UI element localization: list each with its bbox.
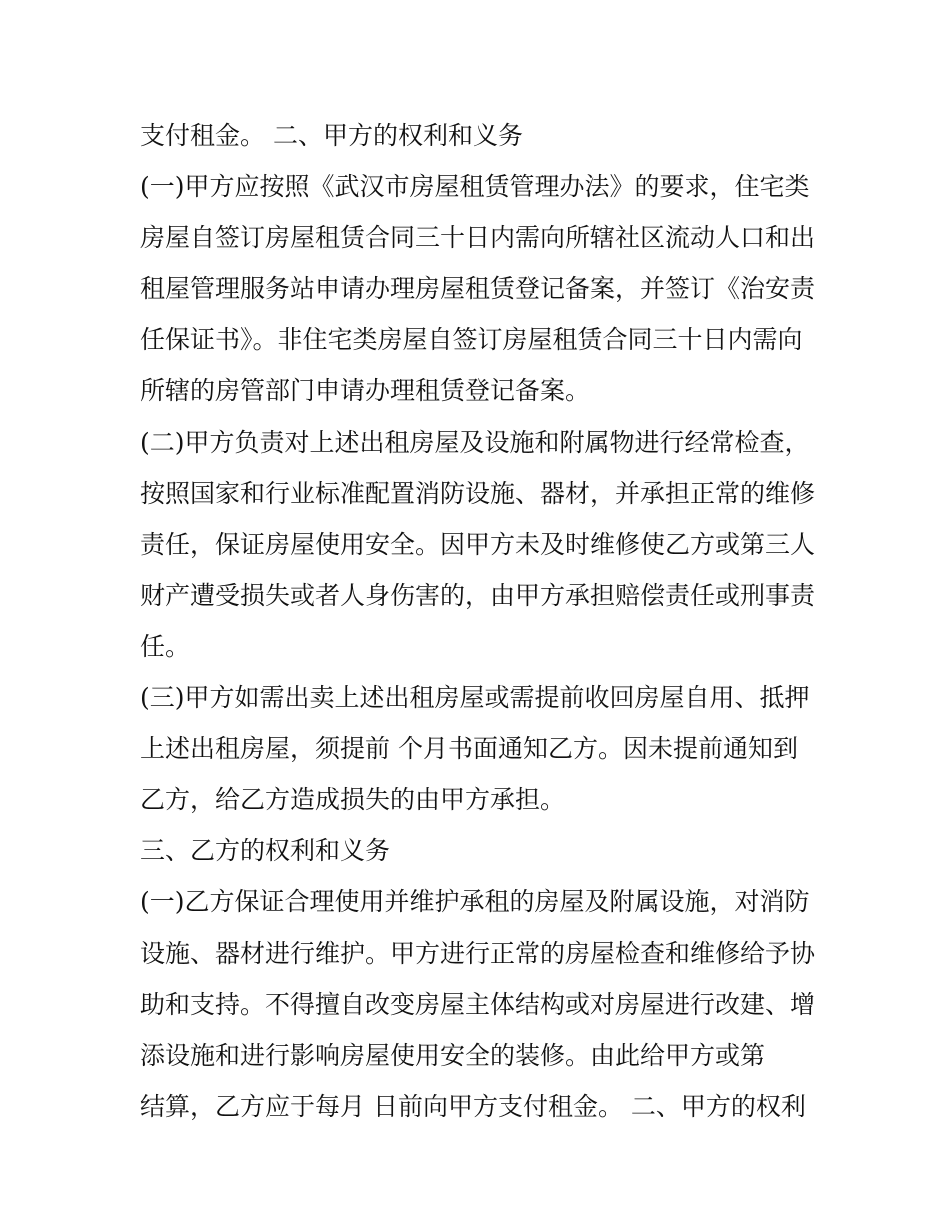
text-line: 助和支持。不得擅自改变房屋主体结构或对房屋进行改建、增 [140,989,816,1019]
text-line: 房屋自签订房屋租赁合同三十日内需向所辖社区流动人口和出 [140,223,816,253]
text-line: 租屋管理服务站申请办理房屋租赁登记备案，并签订《治安责 [140,274,816,304]
text-line: (一)乙方保证合理使用并维护承租的房屋及附属设施，对消防 [140,887,810,917]
text-line: 所辖的房管部门申请办理租赁登记备案。 [140,376,591,406]
text-line: 财产遭受损失或者人身伤害的，由甲方承担赔偿责任或刑事责 [140,580,816,610]
document-body [140,110,830,1132]
text-line: 添设施和进行影响房屋使用安全的装修。由此给甲方或第 [140,1040,766,1070]
text-line: 任。 [140,631,191,661]
text-line: 任保证书》。非住宅类房屋自签订房屋租赁合同三十日内需向 [140,325,803,355]
text-line: 按照国家和行业标准配置消防设施、器材，并承担正常的维修 [140,478,816,508]
text-line: (一)甲方应按照《武汉市房屋租赁管理办法》的要求，住宅类 [140,172,810,202]
text-line: 三、乙方的权利和义务 [140,836,391,866]
text-line: 结算，乙方应于每月 日前向甲方支付租金。 二、甲方的权利 [140,1091,806,1121]
text-line: 支付租金。 二、甲方的权利和义务 [140,121,523,150]
text-line: 乙方，给乙方造成损失的由甲方承担。 [140,785,566,815]
text-line: 责任，保证房屋使用安全。因甲方未及时维修使乙方或第三人 [140,529,816,559]
text-line: 设施、器材进行维护。甲方进行正常的房屋检查和维修给予协 [140,938,816,968]
text-line: 上述出租房屋，须提前 个月书面通知乙方。因未提前通知到 [140,734,798,764]
text-line: (三)甲方如需出卖上述出租房屋或需提前收回房屋自用、抵押 [140,683,810,713]
text-line: (二)甲方负责对上述出租房屋及设施和附属物进行经常检查， [140,427,810,457]
